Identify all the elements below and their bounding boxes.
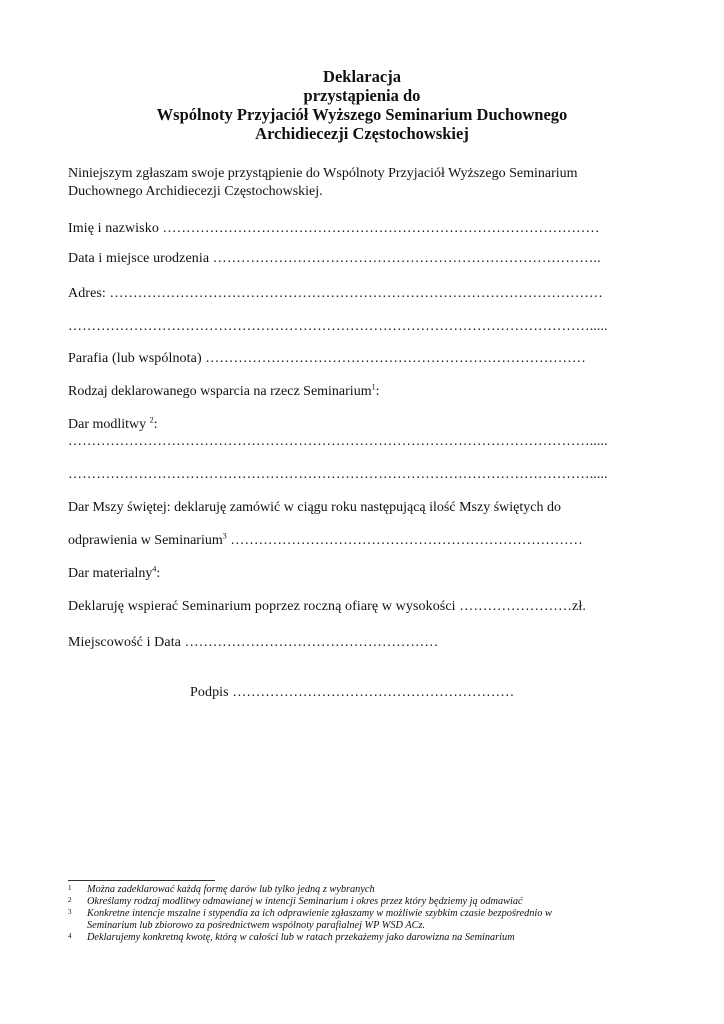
intro-line-1: Niniejszym zgłaszam swoje przystąpienie do Wspólnoty Przyjaciół Wyższego Seminarium	[68, 166, 578, 181]
intro-line-2: Duchownego Archidiecezji Częstochowskiej.	[68, 184, 323, 199]
material-gift-colon: :	[156, 566, 161, 581]
footnote	[66, 908, 666, 932]
footnote-ref-3: 3	[222, 531, 227, 541]
document-title	[0, 67, 724, 143]
place-date-field[interactable]: Miejscowość i Data ………………………………………………	[68, 635, 439, 650]
title-line-3: Wspólnoty Przyjaciół Wyższego Seminarium Duchownego	[156, 105, 568, 124]
title-line-2: przystąpienia do	[303, 86, 421, 105]
footnote-number: 4	[68, 932, 72, 940]
prayer-gift-field-2[interactable]: ………………………………………………………………………………………………….....	[68, 467, 608, 482]
prayer-gift-label	[68, 417, 158, 433]
footnote	[66, 884, 666, 896]
footnote-text-continuation: Seminarium lub zbiorowo za pośrednictwem wspólnoty parafialnej WP WSD ACz.	[87, 920, 426, 931]
support-type-colon: :	[375, 384, 380, 399]
signature-field[interactable]: Podpis ……………………………………………………	[190, 685, 515, 700]
prayer-gift-text: Dar modlitwy	[68, 417, 150, 432]
mass-gift-line-1: Dar Mszy świętej: deklaruję zamówić w ciągu roku następującą ilość Mszy świętych do	[68, 500, 561, 515]
footnote-ref-2: 2	[149, 415, 154, 425]
footnotes	[66, 884, 666, 944]
footnote-number: 2	[68, 896, 72, 904]
prayer-gift-colon: :	[153, 417, 158, 432]
footnote-text: Deklarujemy konkretną kwotę, którą w całości lub w ratach przekażemy jako darowizna na Seminarium	[87, 932, 515, 943]
mass-gift-line-2	[68, 533, 583, 549]
address-continuation-field[interactable]: ………………………………………………………………………………………………….....	[68, 319, 608, 334]
mass-gift-text: odprawienia w Seminarium	[68, 533, 223, 548]
footnote-text: Konkretne intencje mszalne i stypendia za ich odprawienie zgłaszamy w możliwie szybkim czasie bezpośrednio w	[87, 908, 552, 919]
footnote-number: 1	[68, 884, 72, 892]
footnote	[66, 932, 666, 944]
address-field[interactable]: Adres: ……………………………………………………………………………………………	[68, 286, 604, 301]
parish-field[interactable]: Parafia (lub wspólnota) ………………………………………………………………………	[68, 351, 587, 366]
footnote-number: 3	[68, 908, 72, 916]
footnote-ref-4: 4	[152, 564, 157, 574]
mass-count-field[interactable]: …………………………………………………………………	[226, 533, 583, 548]
support-type-label	[68, 384, 379, 400]
name-field[interactable]: Imię i nazwisko …………………………………………………………………………………	[68, 221, 600, 236]
footnote-text: Określamy rodzaj modlitwy odmawianej w intencji Seminarium i okres przez który będziemy ją odmawiać	[87, 896, 523, 907]
footnote-separator	[68, 880, 215, 881]
footnote-text: Można zadeklarować każdą formę darów lub tylko jedną z wybranych	[87, 884, 375, 895]
material-gift-text: Dar materialny	[68, 566, 153, 581]
prayer-gift-field-1[interactable]: ………………………………………………………………………………………………….....	[68, 434, 608, 449]
title-line-4: Archidiecezji Częstochowskiej	[255, 124, 469, 143]
footnote	[66, 896, 666, 908]
title-line-1: Deklaracja	[323, 67, 401, 86]
material-gift-label	[68, 566, 160, 582]
footnote-ref-1: 1	[371, 382, 376, 392]
support-type-text: Rodzaj deklarowanego wsparcia na rzecz Seminarium	[68, 384, 372, 399]
annual-offer-field[interactable]: Deklaruję wspierać Seminarium poprzez roczną ofiarę w wysokości ……………………zł.	[68, 599, 586, 614]
birth-field[interactable]: Data i miejsce urodzenia ………………………………………………………………………..	[68, 251, 601, 266]
